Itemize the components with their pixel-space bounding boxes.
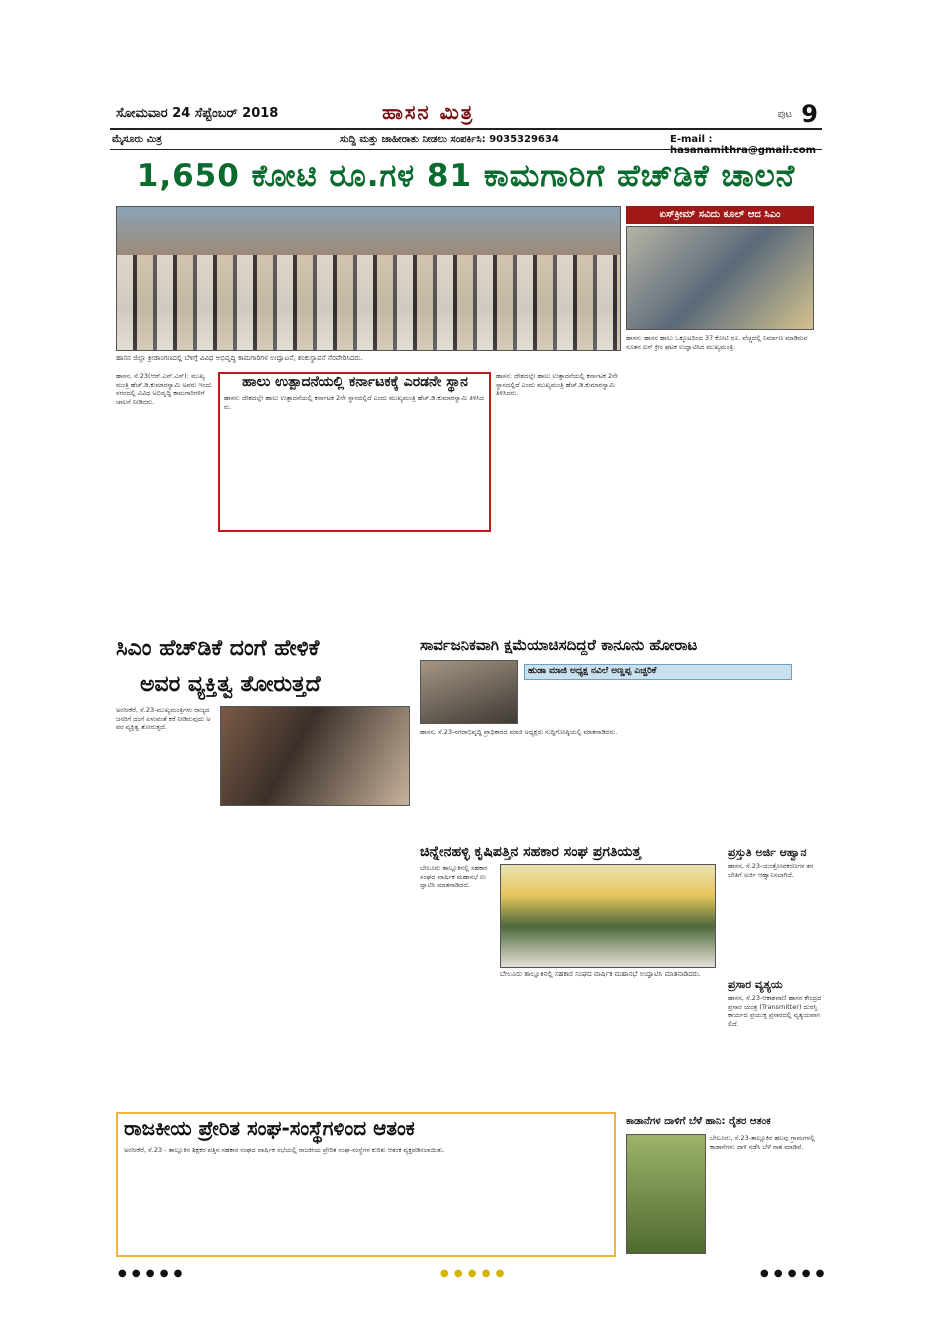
protest-story-subtitle: ಹುಡಾ ಮಾಜಿ ಅಧ್ಯಕ್ಷ ನವಿಲೆ ಅಣ್ಣಪ್ಪ ಎಚ್ಚರಿಕೆ xyxy=(528,666,657,676)
milk-story-continued: ಹಾಸನ: ದೇಶದಲ್ಲೇ ಹಾಲು ಉತ್ಪಾದನೆಯಲ್ಲಿ ಕರ್ನಾಟಕ 2ನೇ ಸ್ಥಾನದಲ್ಲಿದೆ ಎಂದು ಮುಖ್ಯಮಂತ್ರಿ ಹೆಚ್.ಡಿ.ಕುಮಾರಸ್ವಾಮಿ ತಿಳಿಸಿದರು. xyxy=(496,372,618,397)
main-photo-caption: ಹಾಸನ ಜಿಲ್ಲಾ ಕ್ರೀಡಾಂಗಣದಲ್ಲಿ ಬೆಳಿಗ್ಗೆ ವಿವಿಧ ಅಭಿವೃದ್ಧಿ ಕಾಮಗಾರಿಗಳ ಉದ್ಘಾಟನೆ, ಶಂಕುಸ್ಥಾಪನೆ ನೆರವೇರಿಸಿದರು. xyxy=(116,354,363,362)
coop-story-caption: ಬೇಲೂರು ತಾಲ್ಲೂಕಿನಲ್ಲಿ ಸಹಕಾರ ಸಂಘದ ವಾರ್ಷಿಕ ಮಹಾಸಭೆ ಉದ್ಘಾಟಿಸಿ ಮಾತನಾಡಿದರು. xyxy=(500,970,701,978)
page-label: ಪುಟ xyxy=(777,109,792,120)
side-story-photo xyxy=(626,226,814,330)
coop-story-body: ಬೇಲೂರು ತಾಲ್ಲೂಕಿನಲ್ಲಿ ಸಹಕಾರ ಸಂಘದ ವಾರ್ಷಿಕ ಮಹಾಸಭೆ ಉದ್ಘಾಟಿಸಿ ಮಾತನಾಡಿದರು. xyxy=(420,864,488,889)
page-header xyxy=(110,100,822,130)
coop-story-photo xyxy=(500,864,716,968)
side-story-caption: ಹಾಸನ: ಹಾಸನ ಹಾಲು ಒಕ್ಕೂಟದಿಂದ 37 ಕೋಟಿ ರೂ. ವೆಚ್ಚದಲ್ಲಿ ನಿರ್ಮಾಣ ಮಾಡಿರುವ ನೂತನ ಐಸ್ ಕ್ರೀಂ ಘಟಕ ಉದ್ಘಾಟಿಸಿದ ಮುಖ್ಯಮಂತ್ರಿ. xyxy=(626,334,808,351)
protest-story-body: ಹಾಸನ, ಸೆ.23-ನಗರಾಭಿವೃದ್ಧಿ ಪ್ರಾಧಿಕಾರದ ಮಾಜಿ ಅಧ್ಯಕ್ಷರು ಸುದ್ದಿಗೋಷ್ಠಿಯಲ್ಲಿ ಮಾತನಾಡಿದರು. xyxy=(420,728,618,736)
politics-story-body: ಅರಸೀಕೆರೆ, ಸೆ.23 - ತಾಲ್ಲೂಕಿನ ಶಿಕ್ಷಕರ ಪತ್ತಿನ ಸಹಕಾರ ಸಂಘದ ವಾರ್ಷಿಕ ಸಭೆಯಲ್ಲಿ ರಾಜಕೀಯ ಪ್ರೇರಿತ ಸಂಘ-ಸಂಸ್ಥೆಗಳ ಕುರಿತು ಆತಂಕ ವ್ಯಕ್ತಪಡಿಸಲಾಯಿತು. xyxy=(124,1146,445,1154)
lead-column: ಹಾಸನ, ಸೆ.23(ಆರ್.ಎನ್.ಎಸ್): ಮುಖ್ಯಮಂತ್ರಿ ಹೆಚ್.ಡಿ.ಕುಮಾರಸ್ವಾಮಿ ಅವರು ಇಂದು ನಗರದಲ್ಲಿ ವಿವಿಧ ಅಭಿವೃದ್ಧಿ ಕಾಮಗಾರಿಗಳಿಗೆ ಚಾಲನೆ ನೀಡಿದರು. xyxy=(116,372,212,406)
main-headline: 1,650 ಕೋಟಿ ರೂ.ಗಳ 81 ಕಾಮಗಾರಿಗೆ ಹೆಚ್‌ಡಿಕೆ ಚಾಲನೆ xyxy=(136,158,796,194)
cm-story-title-2: ಅವರ ವ್ಯಕ್ತಿತ್ವ ತೋರುತ್ತದೆ xyxy=(140,672,321,697)
cm-story-body: ಅರಸೀಕೆರೆ, ಸೆ.23-ಮುಖ್ಯಮಂತ್ರಿಗಳು ರಾಜ್ಯದ ಜನರಿಗೆ ದಂಗೆ ಏಳುವಂತೆ ಕರೆ ನೀಡಿರುವುದು ಅವರ ವ್ಯಕ್ತಿತ್ವ ತೋರುತ್ತದೆ. xyxy=(116,706,211,731)
main-photo xyxy=(116,206,621,351)
section-name: ಮೈಸೂರು ಮಿತ್ರ xyxy=(112,134,162,145)
email-line: E-mail : hasanamithra@gmail.com xyxy=(670,134,817,156)
elephant-story-title: ಕಾಡಾನೆಗಳ ದಾಳಿಗೆ ಬೆಳೆ ಹಾನಿ: ರೈತರ ಆತಂಕ xyxy=(626,1116,771,1127)
side-story-title: ಏಸ್‌ಕ್ರೀಮ್ ಸವಿದು ಕೂಲ್ ಆದ ಸಿಎಂ xyxy=(626,206,814,224)
milk-story-body: ಹಾಸನ: ದೇಶದಲ್ಲೇ ಹಾಲು ಉತ್ಪಾದನೆಯಲ್ಲಿ ಕರ್ನಾಟಕ 2ನೇ ಸ್ಥಾನದಲ್ಲಿದೆ ಎಂದು ಮುಖ್ಯಮಂತ್ರಿ ಹೆಚ್.ಡಿ.ಕುಮಾರಸ್ವಾಮಿ ತಿಳಿಸಿದರು. xyxy=(224,394,485,411)
elephant-story-photo xyxy=(626,1134,706,1254)
protest-story-photo xyxy=(420,660,518,724)
issue-date: ಸೋಮವಾರ 24 ಸೆಪ್ಟೆಂಬರ್ 2018 xyxy=(116,106,279,121)
coop-story-title: ಚಿನ್ನೇನಹಳ್ಳಿ ಕೃಷಿಪತ್ತಿನ ಸಹಕಾರ ಸಂಘ ಪ್ರಗತಿಯತ್ತ xyxy=(420,844,642,860)
page-number: 9 xyxy=(801,100,818,128)
milk-story-title: ಹಾಲು ಉತ್ಪಾದನೆಯಲ್ಲಿ ಕರ್ನಾಟಕಕ್ಕೆ ಎರಡನೇ ಸ್ಥಾನ xyxy=(242,374,468,390)
color-registration-left: ● ● ● ● ● xyxy=(118,1268,184,1279)
cm-story-photo xyxy=(220,706,410,806)
color-registration-right: ● ● ● ● ● xyxy=(760,1268,826,1279)
politics-story-title: ರಾಜಕೀಯ ಪ್ರೇರಿತ ಸಂಘ-ಸಂಸ್ಥೆಗಳಿಂದ ಆತಂಕ xyxy=(124,1116,415,1140)
contact-line: ಸುದ್ದಿ ಮತ್ತು ಜಾಹೀರಾತು ನೀಡಲು ಸಂಪರ್ಕಿಸಿ: 9035329634 xyxy=(340,134,559,145)
elephant-story-body: ಬೇಲೂರು, ಸೆ.23-ತಾಲ್ಲೂಕಿನ ಹಲವು ಗ್ರಾಮಗಳಲ್ಲಿ ಕಾಡಾನೆಗಳು ದಾಳಿ ನಡೆಸಿ ಬೆಳೆ ನಾಶ ಮಾಡಿವೆ. xyxy=(710,1134,815,1151)
cm-story-title-1: ಸಿಎಂ ಹೆಚ್‌ಡಿಕೆ ದಂಗೆ ಹೇಳಿಕೆ xyxy=(116,636,320,661)
protest-story-title: ಸಾರ್ವಜನಿಕವಾಗಿ ಕ್ಷಮೆಯಾಚಿಸದಿದ್ದರೆ ಕಾನೂನು ಹೋರಾಟ xyxy=(420,636,698,654)
broadcast-story-body: ಹಾಸನ, ಸೆ.23-ಆಕಾಶವಾಣಿ ಹಾಸನ ಕೇಂದ್ರದ ಪ್ರಸಾರ ಯಂತ್ರ (Transmitter) ದುರಸ್ತಿ ಕಾರ್ಯದ ಪ್ರಯುಕ್ತ ಪ್ರಸಾರದಲ್ಲಿ ವ್ಯತ್ಯಯವಾಗಲಿದೆ. xyxy=(728,994,822,1028)
newspaper-page xyxy=(110,100,822,198)
application-story-title: ಪ್ರಸ್ತುತಿ ಅರ್ಜಿ ಆಹ್ವಾನ xyxy=(728,846,807,859)
sub-header xyxy=(110,130,822,156)
broadcast-story-title: ಪ್ರಸಾರ ವ್ಯತ್ಯಯ xyxy=(728,978,783,991)
masthead: ಹಾಸನ ಮಿತ್ರ xyxy=(382,100,475,124)
application-story-body: ಹಾಸನ, ಸೆ.23-ಯಂತ್ರೋಪಕರಣಗಳ ತರಬೇತಿಗೆ ಅರ್ಜಿ ಆಹ್ವಾನಿಸಲಾಗಿದೆ. xyxy=(728,862,814,879)
color-registration-center: ● ● ● ● ● xyxy=(440,1268,506,1279)
